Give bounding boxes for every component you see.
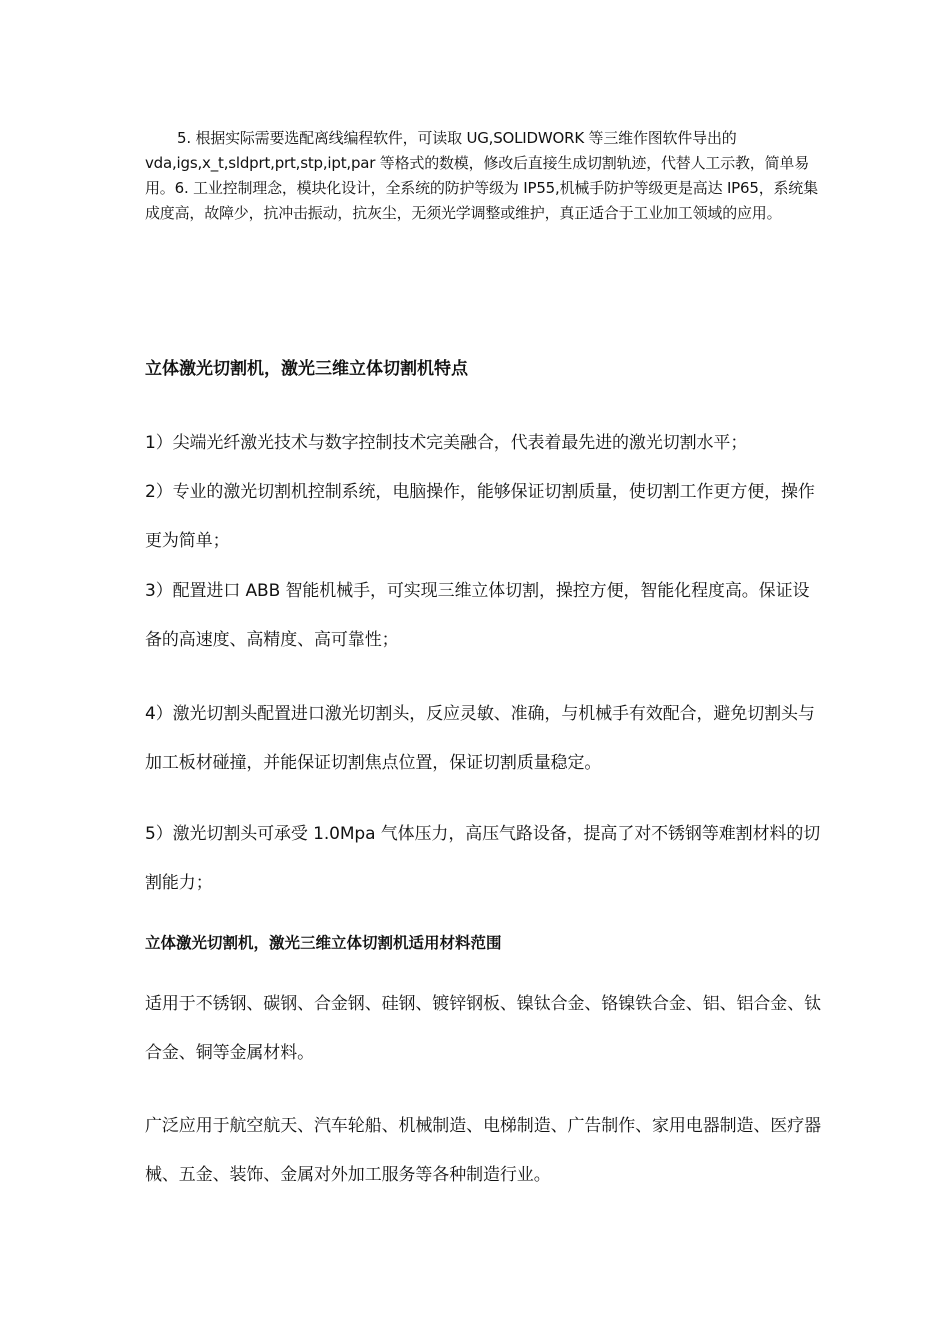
features-heading: 立体激光切割机，激光三维立体切割机特点 [145, 359, 468, 379]
feature-item-3: 3）配置进口 ABB 智能机械手，可实现三维立体切割，操控方便，智能化程度高。保证设备的高速度、高精度、高可靠性； [145, 581, 810, 650]
materials-paragraph: 适用于不锈钢、碳钢、合金钢、硅钢、镀锌钢板、镍钛合金、铬镍铁合金、铝、铝合金、钛合金、铜等金属材料。 [145, 994, 821, 1063]
materials-heading: 立体激光切割机，激光三维立体切割机适用材料范围 [145, 934, 502, 952]
feature-item-5: 5）激光切割头可承受 1.0Mpa 气体压力，高压气路设备，提高了对不锈钢等难割材料的切割能力； [145, 824, 821, 893]
feature-item-2: 2）专业的激光切割机控制系统，电脑操作，能够保证切割质量，使切割工作更方便，操作更为简单； [145, 482, 815, 551]
feature-item-1: 1）尖端光纤激光技术与数字控制技术完美融合，代表着最先进的激光切割水平； [145, 433, 748, 453]
feature-item-4: 4）激光切割头配置进口激光切割头，反应灵敏、准确，与机械手有效配合，避免切割头与加工板材碰撞，并能保证切割焦点位置，保证切割质量稳定。 [145, 704, 815, 773]
applications-paragraph: 广泛应用于航空航天、汽车轮船、机械制造、电梯制造、广告制作、家用电器制造、医疗器械、五金、装饰、金属对外加工服务等各种制造行业。 [145, 1116, 821, 1185]
intro-paragraph: 5. 根据实际需要选配离线编程软件，可读取 UG,SOLIDWORK 等三维作图软件导出的 vda,igs,x_t,sldprt,prt,stp,ipt,par 等格式的数模，修改后直接生成切割轨迹，代替人工示教，简单易用。6. 工业控制理念，模块化设计，全系统的防护等级为 IP55,机械手防护等级更是高达 IP65，系统集成度高，故障少，抗冲击振动，抗灰尘，无须光学调整或维护，真正适合于工业加工领域的应用。 [145, 129, 818, 222]
